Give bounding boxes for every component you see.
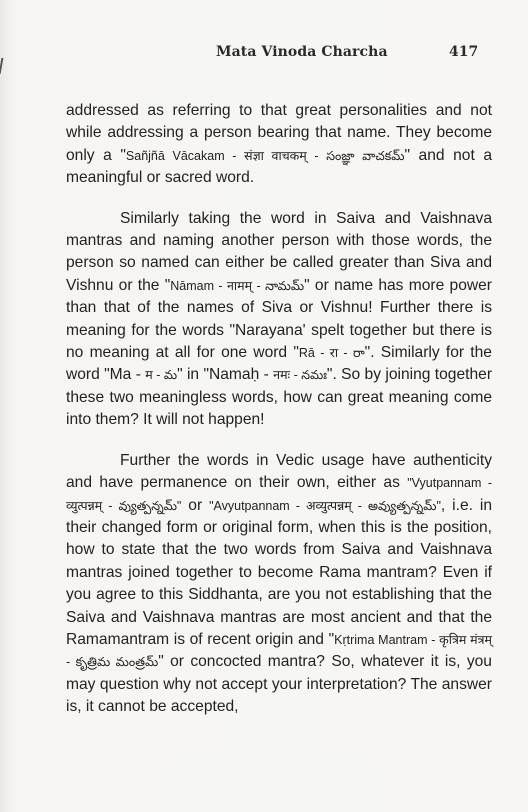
text-run: or <box>181 496 210 514</box>
text-run: addressed as referring to that great personalities and not while addressing a person bearing that name. They become only a " <box>66 102 492 164</box>
text-run: , i.e. in their changed form or original form, when this is the position, how to state that the two words from Saiva and Vaishnava mantras joined together to become Rama mantram? Even if you agree to this Siddhanta, are you not establishing that the Saiva and Vaishnava mantras are most ancient and that the Ramamantram is of recent origin and " <box>66 496 492 648</box>
term-transliteration: Nāmam - नामम् - నామమ్ <box>170 278 305 293</box>
text-run: Further the words in Vedic usage have authenticity and have permanence on their own, either as <box>66 451 492 492</box>
text-run: " or name has more power than that of the names of Siva or Vishnu! Further there is meaning for the words "Narayana' spelt together but there is no meaning at all for one word " <box>66 276 492 362</box>
term-transliteration: "Vyutpannam - व्युत्पन्नम् - వ్యుత్పన్నమ్" <box>66 476 493 513</box>
term-transliteration: Kṛtrima Mantram - कृत्रिम मंत्रम् - కృత్రిమ మంత్రమ్ <box>66 632 492 670</box>
text-run: ". Similarly for the word "Ma - <box>66 344 492 384</box>
term-transliteration: Rā - रा - రా <box>298 346 365 361</box>
page-number: 417 <box>449 44 479 60</box>
paragraph-3 <box>66 450 492 719</box>
text-run: ". So by joining together these two meaningless words, how can great meaning come into them? It will not happen! <box>66 366 493 429</box>
paragraph-2 <box>66 208 492 432</box>
term-transliteration: म - మ <box>145 368 178 383</box>
margin-pencil-mark <box>0 58 9 74</box>
text-run: " in "Namaḥ - <box>177 366 274 384</box>
body-text <box>66 100 492 719</box>
text-run: Similarly taking the word in Saiva and Vaishnava mantras and naming another person with those words, the person so named can either be called greater than Siva and Vishnu or the " <box>66 209 492 294</box>
term-transliteration: "Avyutpannam - अव्युत्पन्नम् - అవ్యుత్పన్నమ్" <box>209 498 441 513</box>
text-run: " or concocted mantra? So, whatever it is, you may question why not accept your interpretation? The answer is, it cannot be accepted, <box>66 653 492 716</box>
term-transliteration: नमः - నమః <box>273 368 327 383</box>
term-transliteration: Sañjñā Vācakam - संज्ञा वाचकम् - సంజ్ఞా వాచకమ్ <box>125 148 405 163</box>
running-title: Mata Vinoda Charcha <box>216 44 388 60</box>
paragraph-1 <box>66 100 492 190</box>
text-run: " and not a meaningful or sacred word. <box>66 146 492 187</box>
